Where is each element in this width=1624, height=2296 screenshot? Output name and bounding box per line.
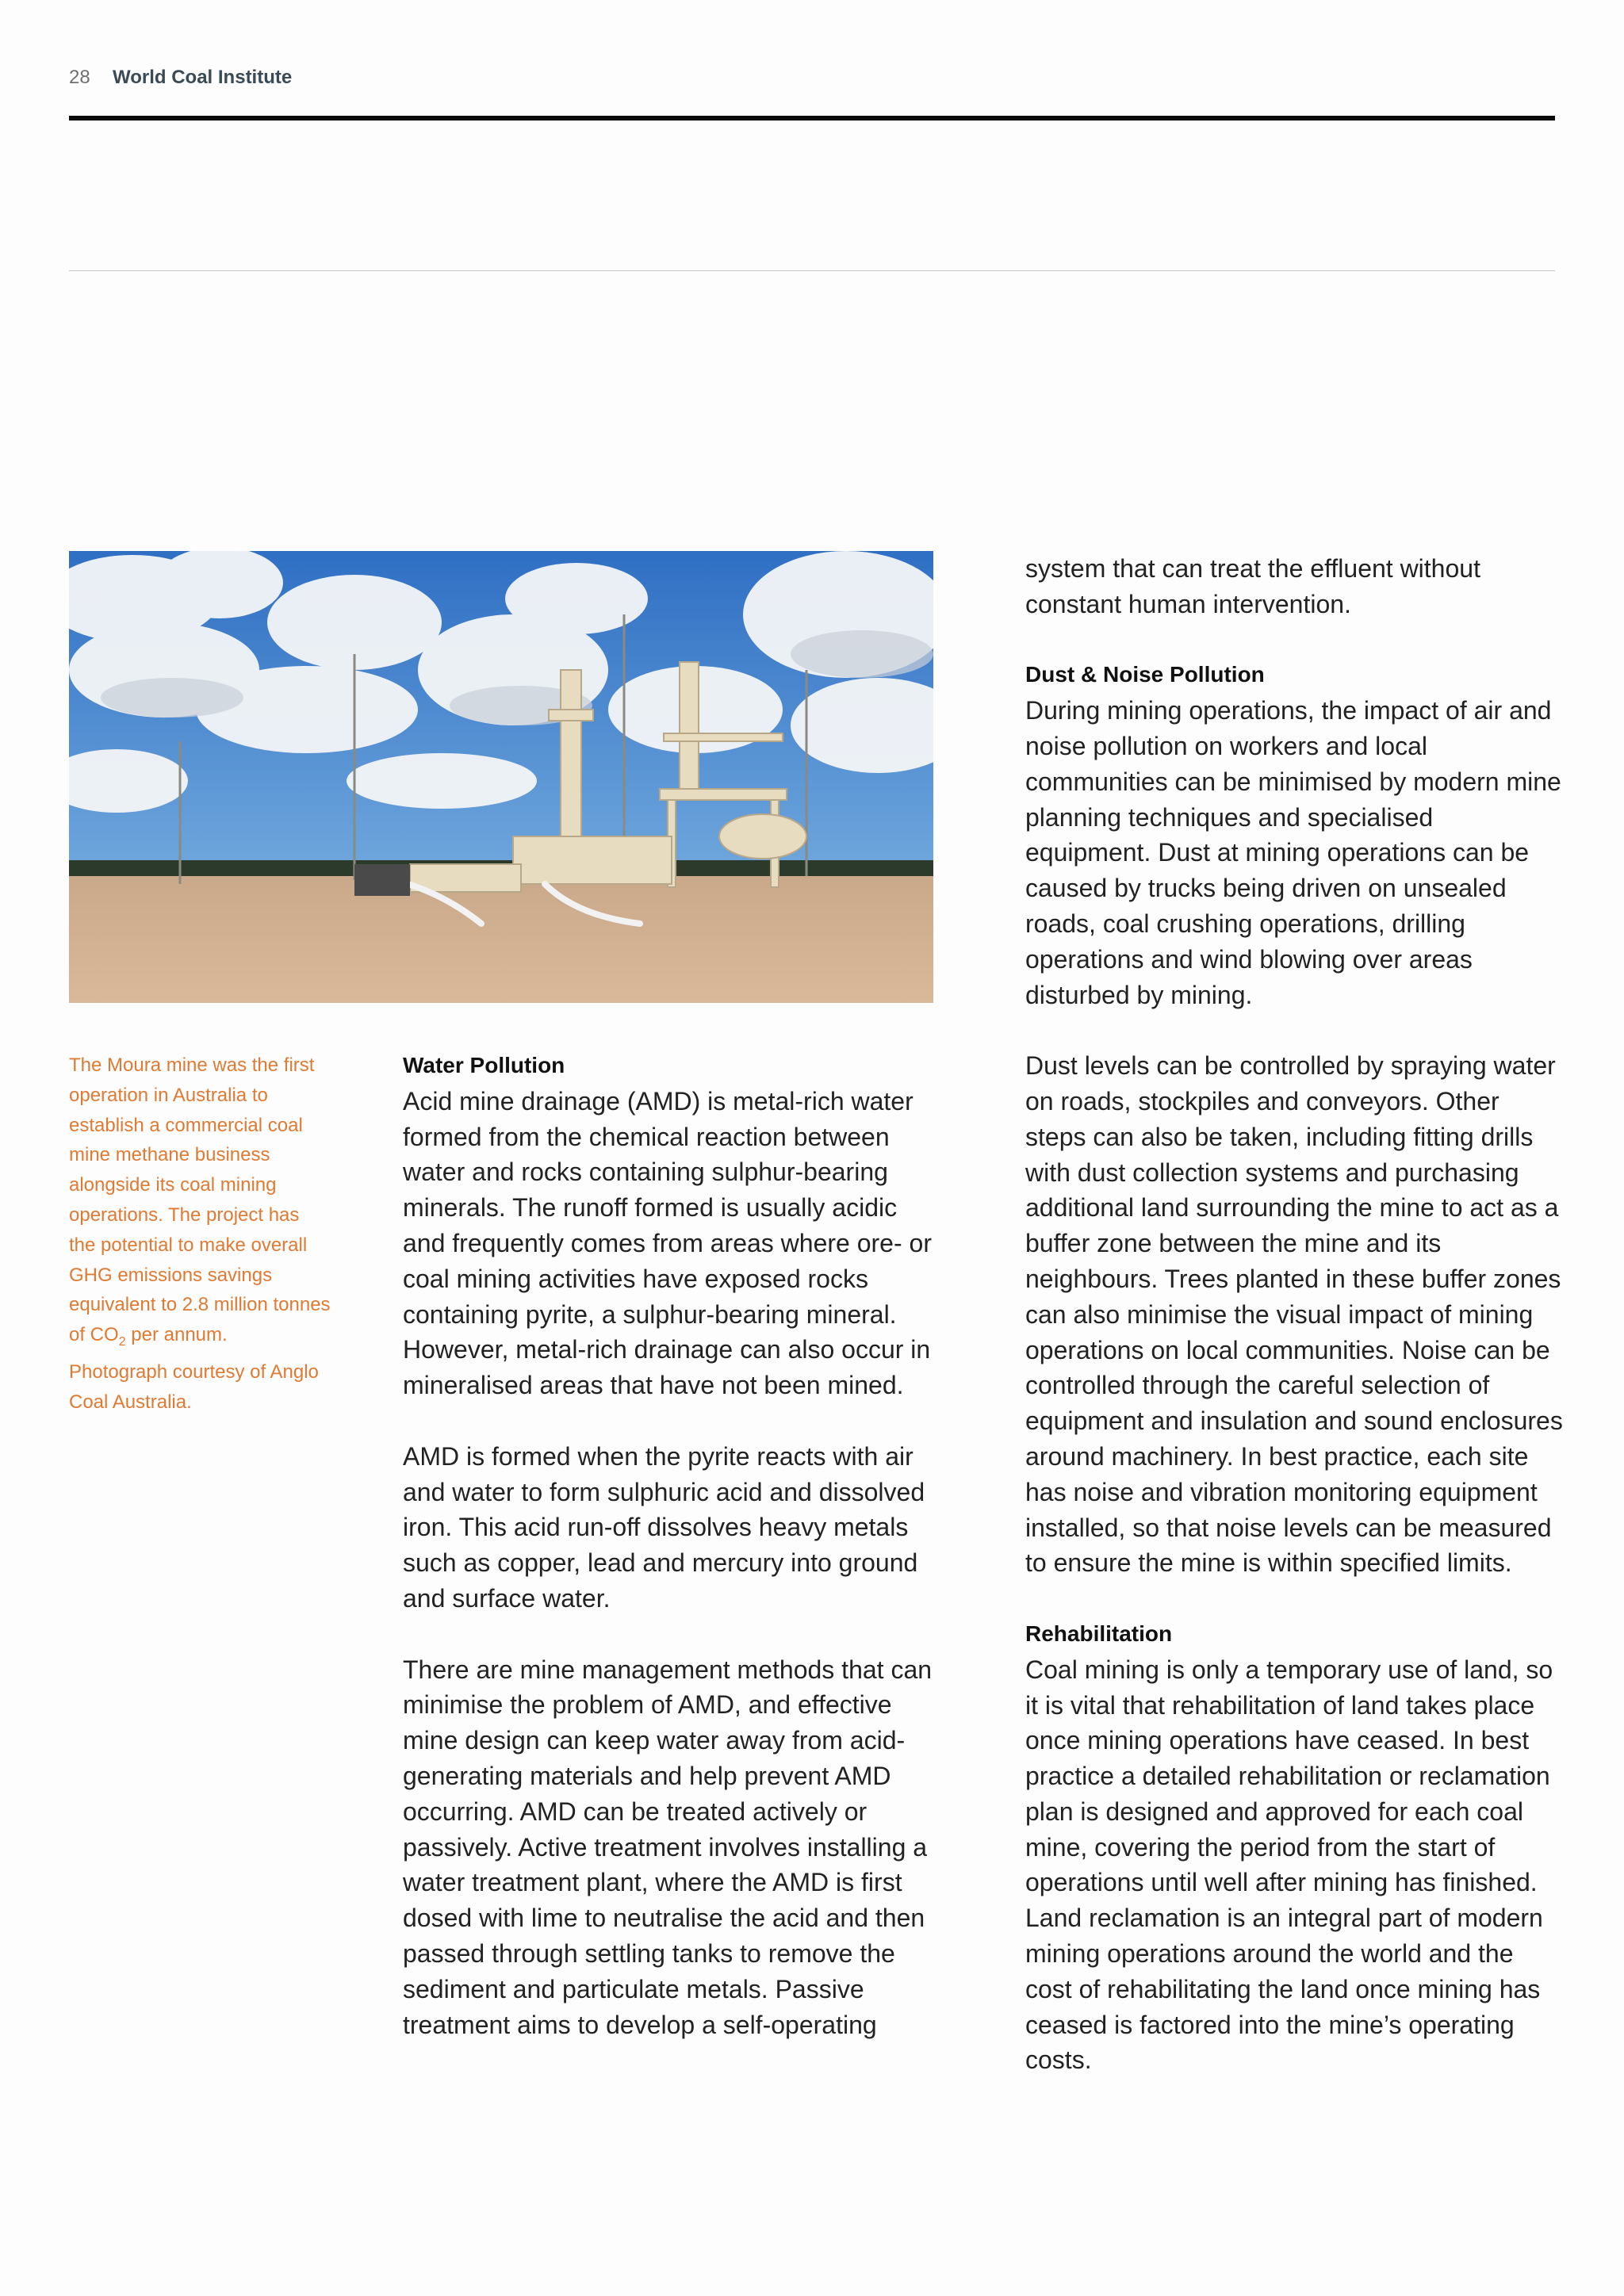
water-pollution-section (403, 1048, 942, 2078)
header-rule (69, 116, 1555, 121)
water-pollution-paragraph-1: Acid mine drainage (AMD) is metal-rich water formed from the chemical reaction between water and rocks containing sulphur-bearing minerals. The runoff formed is usually acidic and frequently comes from areas where ore- or coal mining activities have exposed rocks containing pyrite, a sulphur-bearing mineral. However, metal-rich drainage can also occur in mineralised areas that have not been mined. (403, 1086, 932, 1400)
caption-text-end: per annum. Photograph courtesy of Anglo Coal Australia. (69, 1324, 319, 1413)
mine-methane-plant-photo (69, 551, 933, 1003)
photo-caption (69, 1050, 331, 1417)
rehabilitation-paragraph: Coal mining is only a temporary use of land, so it is vital that rehabilitation of land takes place once mining operations have ceased. In best practice a detailed rehabilitation or reclamation plan is designed and approved for each coal mine, covering the period from the start of operations until well after mining has finished. Land reclamation is an integral part of modern mining operations around the world and the cost of rehabilitating the land once mining has ceased is factored into the mine’s operating costs. (1025, 1655, 1553, 2075)
water-pollution-paragraph-2: AMD is formed when the pyrite reacts with air and water to form sulphuric acid and dissolved iron. This acid run-off dissolves heavy metals such as copper, lead and mercury into ground and surface water. (403, 1441, 925, 1613)
dust-noise-paragraph-1: During mining operations, the impact of air and noise pollution on workers and local communities can be minimised by modern mine planning techniques and specialised equipment. Dust at mining operations can be caused by trucks being driven on unsealed roads, coal crushing operations, drilling operations and wind blowing over areas disturbed by mining. (1025, 696, 1561, 1009)
rehabilitation-heading: Rehabilitation (1025, 1621, 1173, 1646)
page-number: 28 (69, 67, 90, 88)
water-pollution-heading: Water Pollution (403, 1053, 565, 1077)
section-divider (69, 270, 1555, 271)
continued-paragraph: system that can treat the effluent without constant human intervention. (1025, 554, 1480, 618)
publisher-name: World Coal Institute (113, 67, 293, 88)
caption-text-start: The Moura mine was the first operation in Australia to establish a commercial coal mine methane business alongside its coal mining operations. The project has the potential to make overall GHG emissions savings equivalent to 2.8 million tonnes of CO (69, 1054, 331, 1346)
water-pollution-paragraph-3: There are mine management methods that can minimise the problem of AMD, and effective mine design can keep water away from acid-generating materials and help prevent AMD occurring. AMD can be treated actively or passively. Active treatment involves installing a water treatment plant, where the AMD is first dosed with lime to neutralise the acid and then passed through settling tanks to remove the sediment and particulate metals. Passive treatment aims to develop a self-operating (403, 1655, 933, 2039)
caption-subscript: 2 (118, 1334, 126, 1349)
right-column (1025, 551, 1565, 2078)
dust-noise-paragraph-2: Dust levels can be controlled by spraying water on roads, stockpiles and conveyors. Other steps can also be taken, including fitting drills with dust collection systems and purchasing additional land surrounding the mine to act as a buffer zone between the mine and its neighbours. Trees planted in these buffer zones can also minimise the visual impact of mining operations on local communities. Noise can be controlled through the careful selection of equipment and insulation and sound enclosures around machinery. In best practice, each site has noise and vibration monitoring equipment installed, so that noise levels can be measured to ensure the mine is within specified limits. (1025, 1051, 1563, 1578)
dust-noise-heading: Dust & Noise Pollution (1025, 662, 1265, 687)
